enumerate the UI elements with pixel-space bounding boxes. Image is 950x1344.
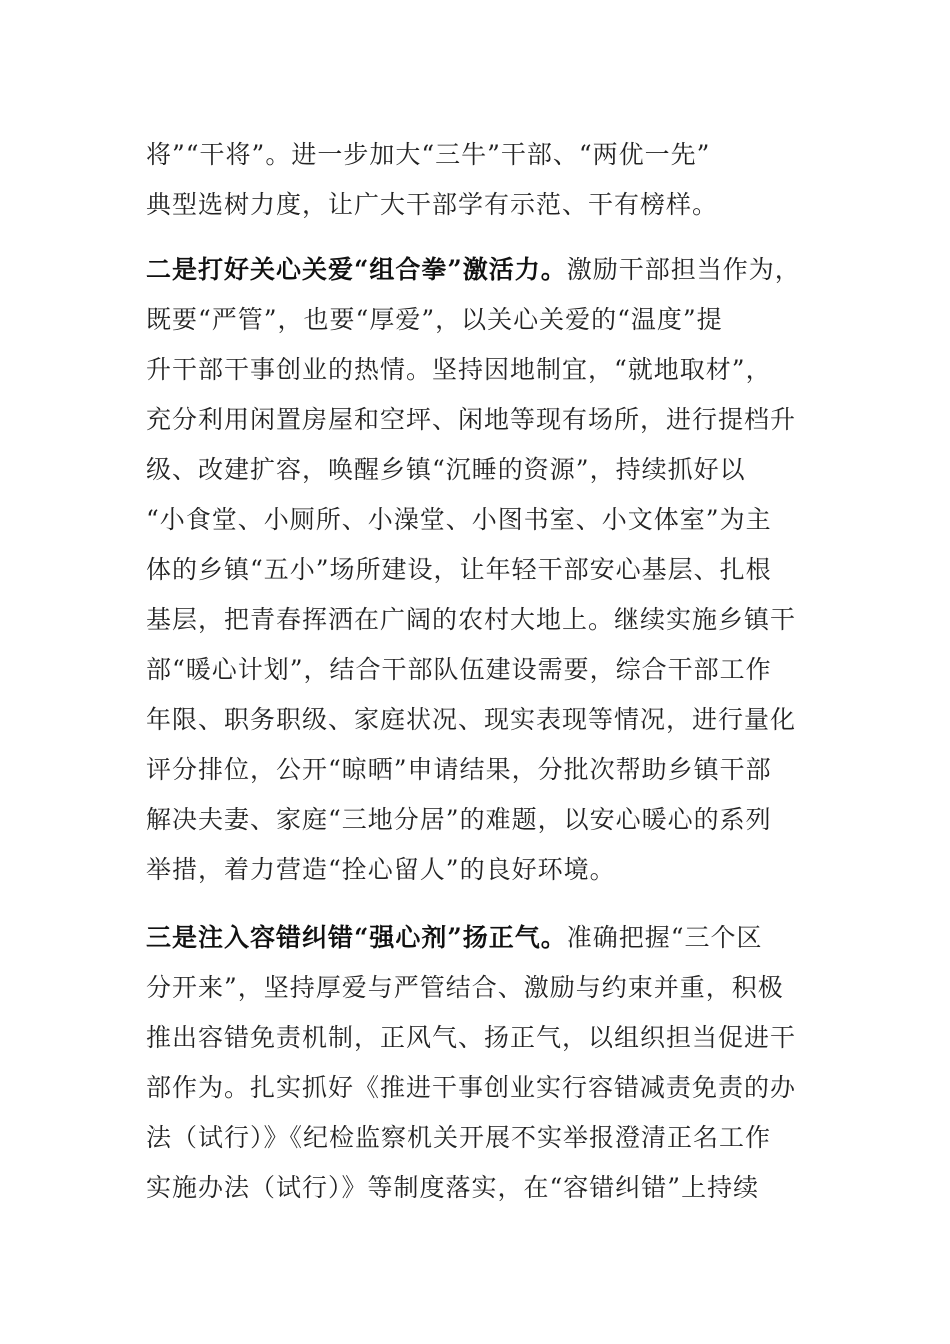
paragraph-3 [146, 913, 806, 1213]
text-line [146, 913, 806, 963]
text-line: 分开来”，坚持厚爱与严管结合、激励与约束并重，积极 [146, 973, 784, 1002]
paragraph-heading: 三是注入容错纠错“强心剂”扬正气。 [146, 923, 567, 952]
text-line: 将”“干将”。进一步加大“三牛”干部、“两优一先” [146, 140, 711, 169]
text-line: 充分利用闲置房屋和空坪、闲地等现有场所，进行提档升 [146, 405, 797, 434]
text-line: 部“暖心计划”，结合干部队伍建设需要，综合干部工作 [146, 655, 772, 684]
text-line: 评分排位，公开“晾晒”申请结果，分批次帮助乡镇干部 [146, 755, 772, 784]
text-line [146, 245, 806, 295]
text-line: 部作为。扎实抓好《推进干事创业实行容错减责免责的办 [146, 1073, 797, 1102]
text-line-rest: 准确把握“三个区 [566, 923, 763, 952]
text-line: 推出容错免责机制，正风气、扬正气，以组织担当促进干 [146, 1023, 797, 1052]
paragraph-2 [146, 245, 806, 895]
text-line: 法（试行）》《纪检监察机关开展不实举报澄清正名工作 [146, 1123, 772, 1152]
text-line: 举措，着力营造“拴心留人”的良好环境。 [146, 855, 616, 884]
text-line: 级、改建扩容，唤醒乡镇“沉睡的资源”，持续抓好以 [146, 455, 746, 484]
text-line: 实施办法（试行）》等制度落实，在“容错纠错”上持续 [146, 1173, 760, 1202]
paragraph-heading: 二是打好关心关爱“组合拳”激活力。 [146, 255, 567, 284]
text-line: 体的乡镇“五小”场所建设，让年轻干部安心基层、扎根 [146, 555, 772, 584]
text-line: 典型选树力度，让广大干部学有示范、干有榜样。 [146, 190, 719, 219]
paragraph-1 [146, 130, 806, 230]
text-line: 年限、职务职级、家庭状况、现实表现等情况，进行量化 [146, 705, 797, 734]
text-line-rest: 激励干部担当作为， [566, 255, 801, 284]
text-line: 既要“严管”，也要“厚爱”，以关心关爱的“温度”提 [146, 305, 723, 334]
text-line: “小食堂、小厕所、小澡堂、小图书室、小文体室”为主 [146, 505, 772, 534]
text-line: 基层，把青春挥洒在广阔的农村大地上。继续实施乡镇干 [146, 605, 797, 634]
text-line: 解决夫妻、家庭“三地分居”的难题，以安心暖心的系列 [146, 805, 772, 834]
text-line: 升干部干事创业的热情。坚持因地制宜，“就地取材”， [146, 355, 772, 384]
